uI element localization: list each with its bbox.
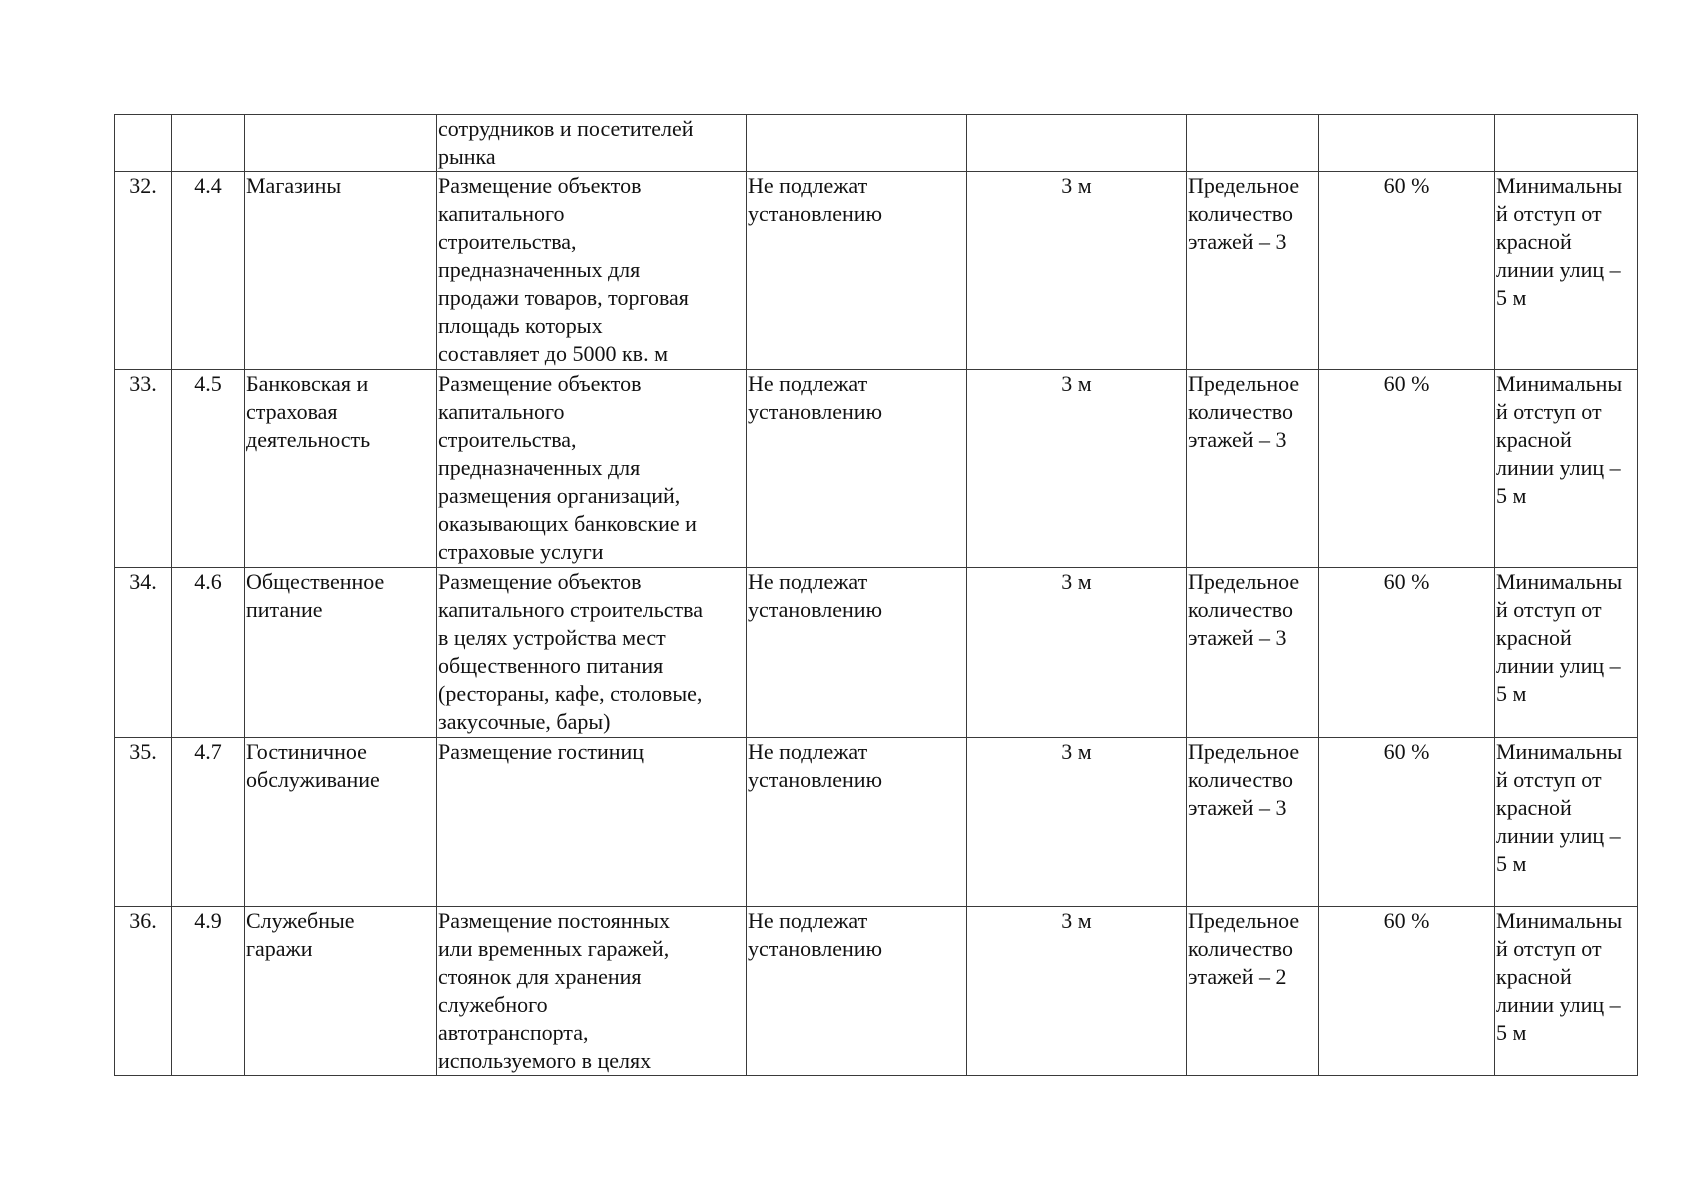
area-limit: Не подлежат установлению xyxy=(748,569,883,622)
floors-cell xyxy=(1187,568,1319,738)
row-number: 33. xyxy=(129,371,157,396)
use-description: Размещение объектов капитального строительства, предназначенных для размещения организаций, оказывающих банковские и страховые услуги xyxy=(438,371,697,564)
coverage: 60 % xyxy=(1383,569,1430,594)
use-name: Магазины xyxy=(246,173,342,198)
row-number-cell xyxy=(115,568,172,738)
row-number: 36. xyxy=(129,908,157,933)
use-code-cell xyxy=(172,738,245,907)
table-row xyxy=(115,115,1638,172)
use-name-cell xyxy=(245,738,437,907)
use-description-cell xyxy=(437,568,747,738)
other-params-cell xyxy=(1495,172,1638,370)
use-description: Размещение гостиниц xyxy=(438,739,645,764)
setback-cell xyxy=(967,568,1187,738)
other-params-cell xyxy=(1495,907,1638,1076)
table-row xyxy=(115,370,1638,568)
row-number-cell xyxy=(115,907,172,1076)
area-limit: Не подлежат установлению xyxy=(748,371,883,424)
use-name-cell xyxy=(245,115,437,172)
other-params-cell xyxy=(1495,370,1638,568)
table-row xyxy=(115,738,1638,907)
table-row xyxy=(115,568,1638,738)
row-number: 34. xyxy=(129,569,157,594)
coverage-cell xyxy=(1319,738,1495,907)
coverage-cell xyxy=(1319,172,1495,370)
other-params: Минимальны й отступ от красной линии улиц – 5 м xyxy=(1496,173,1623,310)
use-description: сотрудников и посетителей рынка xyxy=(438,116,694,169)
use-code: 4.4 xyxy=(194,173,222,198)
use-description-cell xyxy=(437,115,747,172)
floors-cell xyxy=(1187,738,1319,907)
use-name: Гостиничное обслуживание xyxy=(246,739,380,792)
setback-cell xyxy=(967,907,1187,1076)
floors-cell xyxy=(1187,370,1319,568)
coverage: 60 % xyxy=(1383,908,1430,933)
floors: Предельное количество этажей – 3 xyxy=(1188,739,1300,820)
zoning-table xyxy=(114,114,1638,1076)
area-limit-cell xyxy=(747,568,967,738)
use-code: 4.9 xyxy=(194,908,222,933)
setback-cell xyxy=(967,172,1187,370)
use-description-cell xyxy=(437,907,747,1076)
area-limit: Не подлежат установлению xyxy=(748,739,883,792)
other-params: Минимальны й отступ от красной линии улиц – 5 м xyxy=(1496,739,1623,876)
area-limit-cell xyxy=(747,907,967,1076)
use-name: Служебные гаражи xyxy=(246,908,355,961)
use-description: Размещение объектов капитального строительства в целях устройства мест общественного питания (рестораны, кафе, столовые, закусочные, бары) xyxy=(438,569,704,734)
coverage: 60 % xyxy=(1383,173,1430,198)
floors: Предельное количество этажей – 3 xyxy=(1188,371,1300,452)
area-limit-cell xyxy=(747,370,967,568)
coverage-cell xyxy=(1319,115,1495,172)
floors: Предельное количество этажей – 3 xyxy=(1188,569,1300,650)
other-params-cell xyxy=(1495,568,1638,738)
other-params: Минимальны й отступ от красной линии улиц – 5 м xyxy=(1496,569,1623,706)
use-description: Размещение постоянных или временных гаражей, стоянок для хранения служебного автотранспорта, используемого в целях xyxy=(438,908,671,1073)
use-code-cell xyxy=(172,568,245,738)
coverage-cell xyxy=(1319,370,1495,568)
setback: 3 м xyxy=(1061,173,1092,198)
other-params-cell xyxy=(1495,738,1638,907)
use-name-cell xyxy=(245,907,437,1076)
use-name-cell xyxy=(245,568,437,738)
floors: Предельное количество этажей – 3 xyxy=(1188,173,1300,254)
setback: 3 м xyxy=(1061,739,1092,764)
other-params-cell xyxy=(1495,115,1638,172)
table-row xyxy=(115,907,1638,1076)
other-params: Минимальны й отступ от красной линии улиц – 5 м xyxy=(1496,908,1623,1045)
use-code-cell xyxy=(172,172,245,370)
coverage: 60 % xyxy=(1383,739,1430,764)
floors-cell xyxy=(1187,115,1319,172)
setback: 3 м xyxy=(1061,908,1092,933)
table-row xyxy=(115,172,1638,370)
area-limit: Не подлежат установлению xyxy=(748,173,883,226)
floors-cell xyxy=(1187,172,1319,370)
floors: Предельное количество этажей – 2 xyxy=(1188,908,1300,989)
coverage-cell xyxy=(1319,907,1495,1076)
coverage: 60 % xyxy=(1383,371,1430,396)
row-number: 35. xyxy=(129,739,157,764)
area-limit: Не подлежат установлению xyxy=(748,908,883,961)
use-code: 4.5 xyxy=(194,371,222,396)
use-code: 4.7 xyxy=(194,739,222,764)
use-code: 4.6 xyxy=(194,569,222,594)
use-description-cell xyxy=(437,172,747,370)
floors-cell xyxy=(1187,907,1319,1076)
area-limit-cell xyxy=(747,172,967,370)
row-number-cell xyxy=(115,370,172,568)
area-limit-cell xyxy=(747,738,967,907)
setback-cell xyxy=(967,370,1187,568)
setback-cell xyxy=(967,738,1187,907)
row-number: 32. xyxy=(129,173,157,198)
area-limit-cell xyxy=(747,115,967,172)
other-params: Минимальны й отступ от красной линии улиц – 5 м xyxy=(1496,371,1623,508)
use-description-cell xyxy=(437,370,747,568)
use-code-cell xyxy=(172,115,245,172)
coverage-cell xyxy=(1319,568,1495,738)
use-name: Общественное питание xyxy=(246,569,385,622)
setback: 3 м xyxy=(1061,371,1092,396)
row-number-cell xyxy=(115,738,172,907)
setback: 3 м xyxy=(1061,569,1092,594)
use-name-cell xyxy=(245,370,437,568)
use-description: Размещение объектов капитального строительства, предназначенных для продажи товаров, торговая площадь которых составляет до 5000 кв. м xyxy=(438,173,689,366)
use-name-cell xyxy=(245,172,437,370)
use-description-cell xyxy=(437,738,747,907)
use-name: Банковская и страховая деятельность xyxy=(246,371,371,452)
use-code-cell xyxy=(172,370,245,568)
use-code-cell xyxy=(172,907,245,1076)
row-number-cell xyxy=(115,115,172,172)
row-number-cell xyxy=(115,172,172,370)
setback-cell xyxy=(967,115,1187,172)
